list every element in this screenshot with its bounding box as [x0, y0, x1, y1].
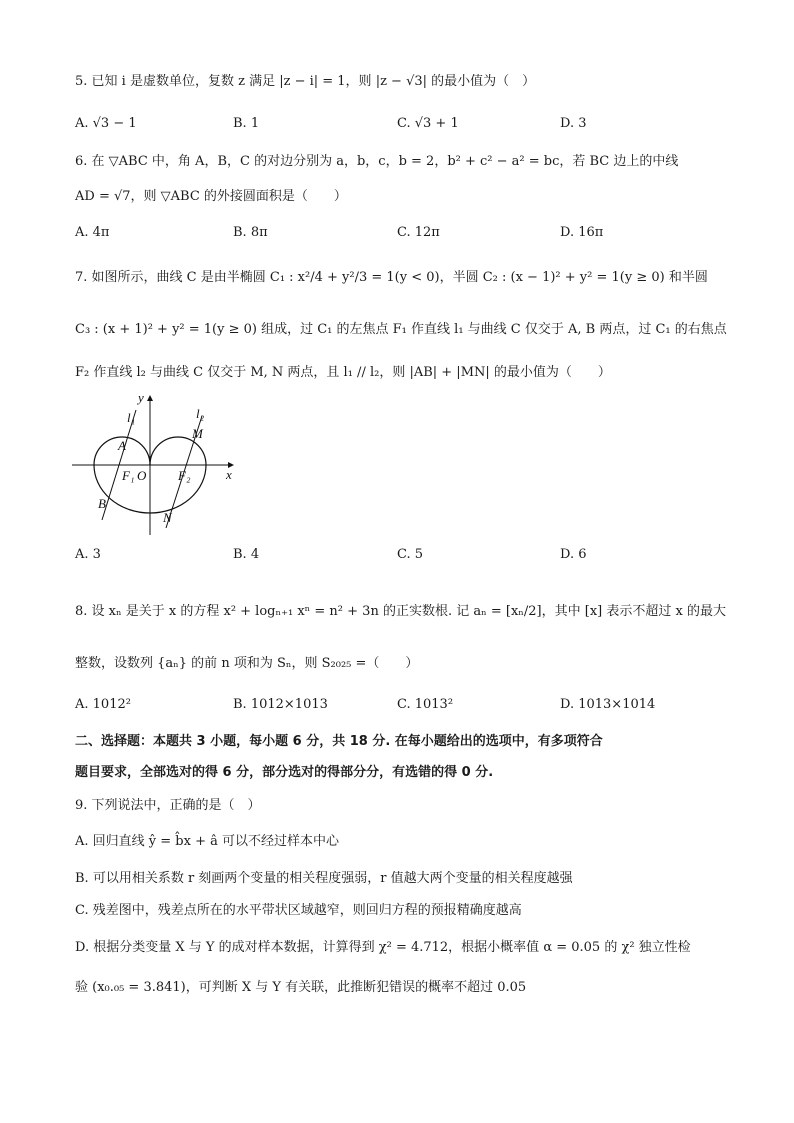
q5-stem: 5. 已知 i 是虚数单位，复数 z 满足 |z − i| = 1，则 |z − √3| 的最小值为（ ） [75, 74, 536, 89]
q8-stem-line2: 整数，设数列 {aₙ} 的前 n 项和为 Sₙ，则 S₂₀₂₅ =（ ） [75, 656, 419, 671]
point-b-label: B [98, 496, 106, 511]
section2-heading-line2: 题目要求，全部选对的得 6 分，部分选对的得部分分，有选错的得 0 分. [75, 765, 494, 780]
q7-option-c: C. 5 [397, 547, 424, 562]
l2-label: l₂ [196, 406, 205, 421]
q6-option-c: C. 12π [397, 225, 440, 240]
q9-option-a: A. 回归直线 ŷ = b̂x + â 可以不经过样本中心 [75, 834, 339, 849]
q7-stem-line2: C₃ : (x + 1)² + y² = 1(y ≥ 0) 组成，过 C₁ 的左焦点 F₁ 作直线 l₁ 与曲线 C 仅交于 A, B 两点，过 C₁ 的右焦点 [75, 322, 727, 337]
q9-option-b: B. 可以用相关系数 r 刻画两个变量的相关程度强弱，r 值越大两个变量的相关程度越强 [75, 871, 573, 886]
q6-stem-line1: 6. 在 ▽ABC 中，角 A，B，C 的对边分别为 a，b，c，b = 2，b² + c² − a² = bc，若 BC 边上的中线 [75, 154, 679, 169]
focus-f1-label: F₁ [122, 468, 135, 483]
q6-option-b: B. 8π [233, 225, 268, 240]
q8-option-b: B. 1012×1013 [233, 697, 328, 712]
q7-curve-figure [70, 390, 250, 540]
section2-heading-line1: 二、选择题：本题共 3 小题，每小题 6 分，共 18 分. 在每小题给出的选项中，有多项符合 [75, 734, 603, 749]
point-m-label: M [192, 426, 203, 441]
q7-option-d: D. 6 [560, 547, 587, 562]
x-axis-label: x [226, 467, 232, 482]
q7-option-b: B. 4 [233, 547, 260, 562]
q9-option-c: C. 残差图中，残差点所在的水平带状区域越窄，则回归方程的预报精确度越高 [75, 903, 522, 918]
point-n-label: N [163, 510, 172, 525]
q6-stem-line2: AD = √7，则 ▽ABC 的外接圆面积是（ ） [75, 189, 347, 204]
q7-stem-line3: F₂ 作直线 l₂ 与曲线 C 仅交于 M, N 两点，且 l₁ // l₂，则 |AB| + |MN| 的最小值为（ ） [75, 365, 611, 380]
q7-stem-line1: 7. 如图所示，曲线 C 是由半椭圆 C₁ : x²/4 + y²/3 = 1(y < 0)，半圆 C₂ : (x − 1)² + y² = 1(y ≥ 0) 和半圆 [75, 270, 708, 285]
q8-option-d: D. 1013×1014 [560, 697, 656, 712]
q7-option-a: A. 3 [75, 547, 101, 562]
semicircle-c2 [150, 437, 206, 465]
q6-option-d: D. 16π [560, 225, 604, 240]
l1-label: l₁ [127, 410, 136, 425]
q5-option-b: B. 1 [233, 116, 260, 131]
y-axis-label: y [138, 390, 144, 405]
q9-option-d-line2: 验 (x₀.₀₅ = 3.841)，可判断 X 与 Y 有关联，此推断犯错误的概率不超过 0.05 [75, 980, 527, 995]
q8-option-c: C. 1013² [397, 697, 454, 712]
origin-label: O [137, 468, 147, 483]
q8-stem-line1: 8. 设 xₙ 是关于 x 的方程 x² + logₙ₊₁ xⁿ = n² + 3n 的正实数根. 记 aₙ = [xₙ/2]，其中 [x] 表示不超过 x 的最大 [75, 604, 726, 619]
q9-stem: 9. 下列说法中，正确的是（ ） [75, 798, 261, 813]
point-a-label: A [118, 438, 126, 453]
focus-f2-label: F₂ [178, 468, 191, 483]
q5-option-a: A. √3 − 1 [75, 116, 137, 131]
q8-option-a: A. 1012² [75, 697, 131, 712]
q6-option-a: A. 4π [75, 225, 110, 240]
q9-option-d-line1: D. 根据分类变量 X 与 Y 的成对样本数据，计算得到 χ² = 4.712，根据小概率值 α = 0.05 的 χ² 独立性检 [75, 940, 691, 955]
q5-option-c: C. √3 + 1 [397, 116, 459, 131]
q5-option-d: D. 3 [560, 116, 587, 131]
